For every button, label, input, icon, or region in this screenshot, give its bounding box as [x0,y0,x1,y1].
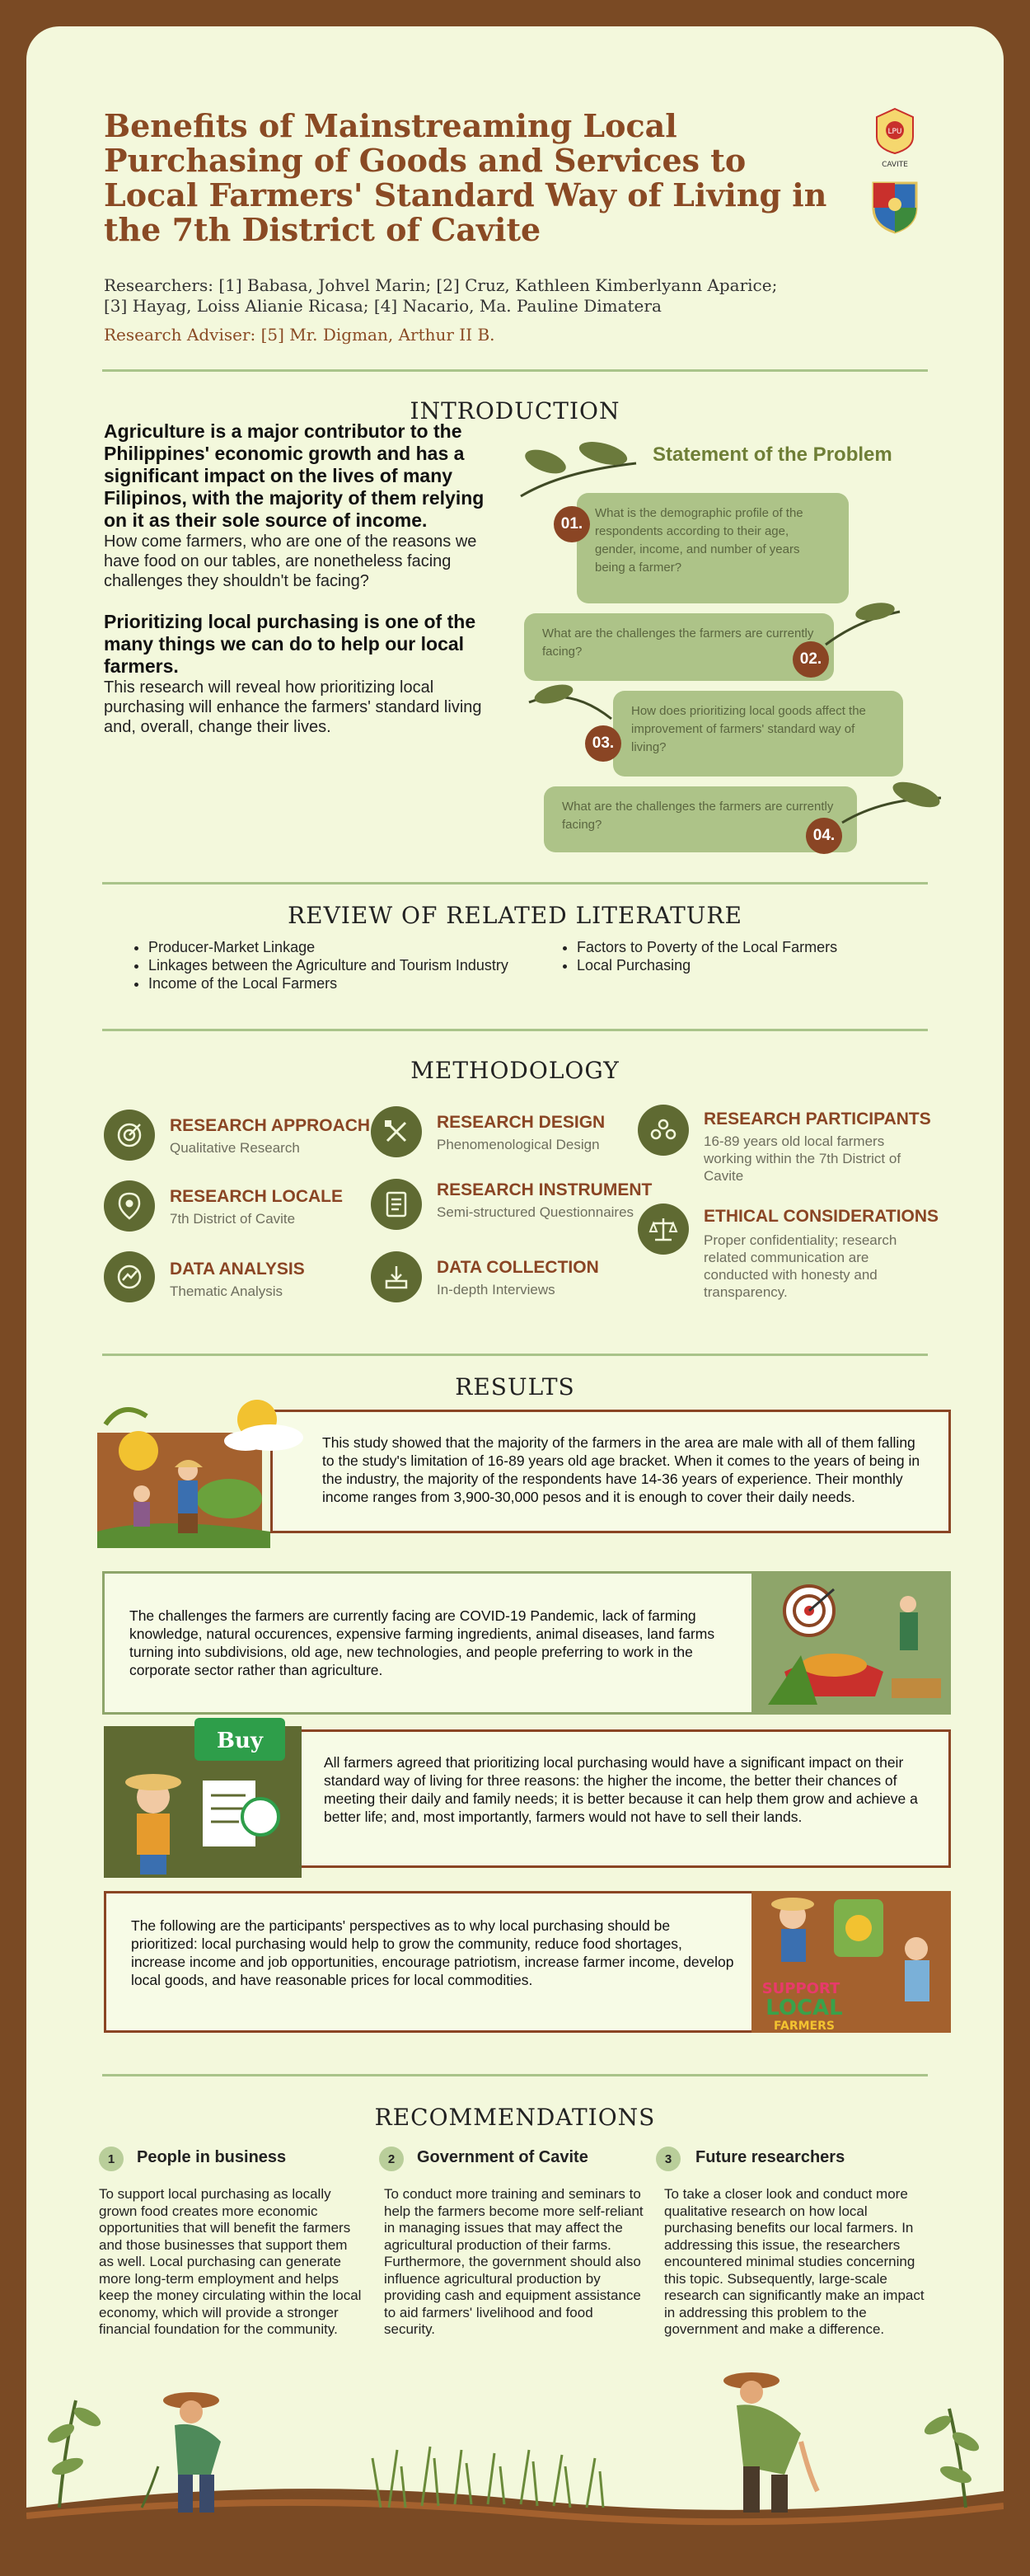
problem-number-1: 01. [554,506,590,542]
intro-bold-2: Prioritizing local purchasing is one of the many things we can do to help our local farmers. [104,611,476,677]
method-heading: RESEARCH PARTICIPANTS [704,1110,931,1128]
checklist-icon [371,1179,422,1230]
result-text-2: The challenges the farmers are currently facing are COVID-19 Pandemic, lack of farming knowledge, natural occurences, expensive farming ingredients, animal diseases, land farms turning into subdivisions, old age, new technologies, and people preferring to work in the corporate sector rather than agriculture. [129,1607,715,1678]
farmers-label: FARMERS [774,2020,835,2033]
result-text-3: All farmers agreed that prioritizing local purchasing would have a significant impact on their standard way of living for three reasons: the higher the income, the better their chances of meeting their daily and family needs; it is better because it can help them grow and achieve a better life; and, most importantly, farmers would not have to sell their lands. [324,1754,918,1825]
result-box-3 [272,1729,951,1868]
researchers [104,275,829,317]
methodology-heading: METHODOLOGY [410,1057,620,1084]
divider [102,2074,928,2076]
rec-heading-2: Government of Cavite [417,2148,588,2166]
rec-number-1: 1 [99,2147,124,2171]
introduction-text [104,420,491,737]
support-label: SUPPORT [761,1980,840,1997]
design-tools-icon [371,1106,422,1157]
farmers-planting-illustration [89,1391,305,1556]
result-text-1: This study showed that the majority of the farmers in the area are male with all of them falling to the study's limitation of 16-89 years old age bracket. When it comes to the years of being in the industry, the majority of the respondents have 14-36 years of experience. Their monthly income ranges from 3,900-30,000 pesos and it is enough to cover their daily needs. [322,1434,920,1505]
method-heading: RESEARCH INSTRUMENT [437,1180,653,1199]
leaf-branch-icon [834,773,949,831]
divider [102,1354,928,1356]
result-text-4: The following are the participants' perspectives as to why local purchasing should be prioritized: local purchasing would help to grow the community, reduce food shortages, increase income and job opportunities, encourage patriotism, increase farmer income, develop local goods, and have reasonable prices for local commodities. [131,1917,734,1988]
result-box-1 [270,1410,951,1533]
rrl-item: • Income of the Local Farmers [148,974,511,992]
method-heading: RESEARCH LOCALE [170,1187,344,1206]
rec-number-2: 2 [379,2147,404,2171]
problem-number-3: 03. [585,725,621,762]
target-icon [104,1110,155,1161]
leaf-branch-icon [513,439,644,504]
method-heading: ETHICAL CONSIDERATIONS [704,1207,939,1226]
problem-item [577,493,849,603]
method-heading: DATA COLLECTION [437,1258,599,1277]
rec-number-3: 3 [656,2147,681,2171]
analysis-chart-icon [104,1251,155,1302]
rec-heading-3: Future researchers [695,2148,845,2166]
divider [102,1029,928,1031]
method-heading: RESEARCH DESIGN [437,1113,606,1132]
researchers-line-2: [3] Hayag, Loiss Alianie Ricasa; [4] Nacario, Ma. Pauline Dimatera [104,296,662,316]
recommendations-heading: RECOMMENDATIONS [374,2104,656,2131]
logo-text: CAVITE [882,161,908,169]
buy-local-illustration [104,1718,318,1879]
buy-label: Buy [217,1729,263,1753]
rrl-item: • Factors to Poverty of the Local Farmers [577,938,939,956]
method-sub: In-depth Interviews [437,1282,555,1297]
rec-text-2: To conduct more training and seminars to help the farmers become more self-reliant in managing issues that may affect the agricultural production of their farms. Furthermore, the government should also influence agricultural production by providing cash and equipment assistance to aid farmers' livelihood and food security. [384,2186,644,2337]
rec-heading-1: People in business [137,2148,287,2166]
divider [102,882,928,884]
poster [26,26,1004,2576]
problem-item [613,691,903,777]
rrl-heading: REVIEW OF RELATED LITERATURE [288,902,742,929]
leaf-branch-icon [817,595,908,653]
intro-text-2: This research will reveal how prioritizing local purchasing will enhance the farmers' standard living and, overall, change their lives. [104,678,482,736]
method-heading: RESEARCH APPROACH [170,1116,371,1135]
cavite-seal-icon [868,178,921,236]
rrl-item: • Producer-Market Linkage [148,938,511,956]
method-sub: Phenomenological Design [437,1137,600,1152]
problem-text-3: How does prioritizing local goods affect the improvement of farmers' standard way of living? [631,704,866,754]
rrl-item: • Local Purchasing [577,956,939,974]
divider [102,369,928,372]
method-sub: Semi-structured Questionnaires [437,1204,634,1220]
data-collection-icon [371,1251,422,1302]
rrl-item: • Linkages between the Agriculture and Tourism Industry [148,956,511,974]
support-local-farmers-illustration [751,1891,951,2033]
svg-text:LPU: LPU [887,128,902,136]
scales-icon [638,1204,689,1255]
location-pin-icon [104,1180,155,1232]
introduction-heading: INTRODUCTION [410,397,620,425]
method-sub: 16-89 years old local farmers working within the 7th District of Cavite [704,1133,901,1184]
rec-text-1: To support local purchasing as locally grown food creates more economic opportunities that will benefit the farmers and those businesses that support them as well. Local purchasing can generate more long-term employment and helps keep the money circulating within the local economy, which will provide a stronger financial foundation for the community. [99,2186,362,2337]
problem-text-4: What are the challenges the farmers are currently facing? [562,800,834,832]
rec-text-3: To take a closer look and conduct more qualitative research on how local purchasing benefits our local farmers. In addressing this issue, the researchers encountered minimal studies concerning this topic. Subsequently, large-scale research can significantly make an impact in addressing this problem to the government and make a difference. [664,2186,925,2337]
intro-bold-1: Agriculture is a major contributor to the Philippines' economic growth and has a significant impact on the lives of many Filipinos, with the majority of them relying on it as their sole source of income. [104,420,485,531]
problem-number-2: 02. [793,641,829,678]
university-logo [868,106,921,171]
farmer-with-produce-illustration [751,1573,949,1713]
researchers-line-1: Researchers: [1] Babasa, Johvel Marin; [2] Cruz, Kathleen Kimberlyann Aparice; [104,275,778,295]
participants-icon [638,1105,689,1156]
results-heading: RESULTS [455,1373,575,1401]
rrl-list-left [127,938,511,992]
method-sub: Qualitative Research [170,1140,300,1156]
problem-heading: Statement of the Problem [653,443,892,466]
problem-text-1: What is the demographic profile of the respondents according to their age, gender, income, and number of years being a farmer? [595,506,803,575]
farm-scene-illustration [26,2351,1004,2576]
rrl-list-right [555,938,939,974]
method-sub: Proper confidentiality; research related communication are conducted with honesty and transparency. [704,1232,897,1300]
local-label: LOCAL [765,1996,843,2020]
intro-text-1: How come farmers, who are one of the reasons we have food on our tables, are nonetheless facing challenges they shouldn't be facing? [104,533,477,590]
problem-text-2: What are the challenges the farmers are currently facing? [542,626,814,659]
method-sub: Thematic Analysis [170,1283,283,1299]
leaf-branch-icon [521,669,620,727]
research-adviser: Research Adviser: [5] Mr. Digman, Arthur II B. [104,325,495,345]
method-sub: 7th District of Cavite [170,1211,296,1227]
page-title: Benefits of Mainstreaming Local Purchasing of Goods and Services to Local Farmers' Standard Way of Living in the 7th District of Cavite [104,107,827,248]
problem-number-4: 04. [806,818,842,854]
method-heading: DATA ANALYSIS [170,1260,305,1279]
